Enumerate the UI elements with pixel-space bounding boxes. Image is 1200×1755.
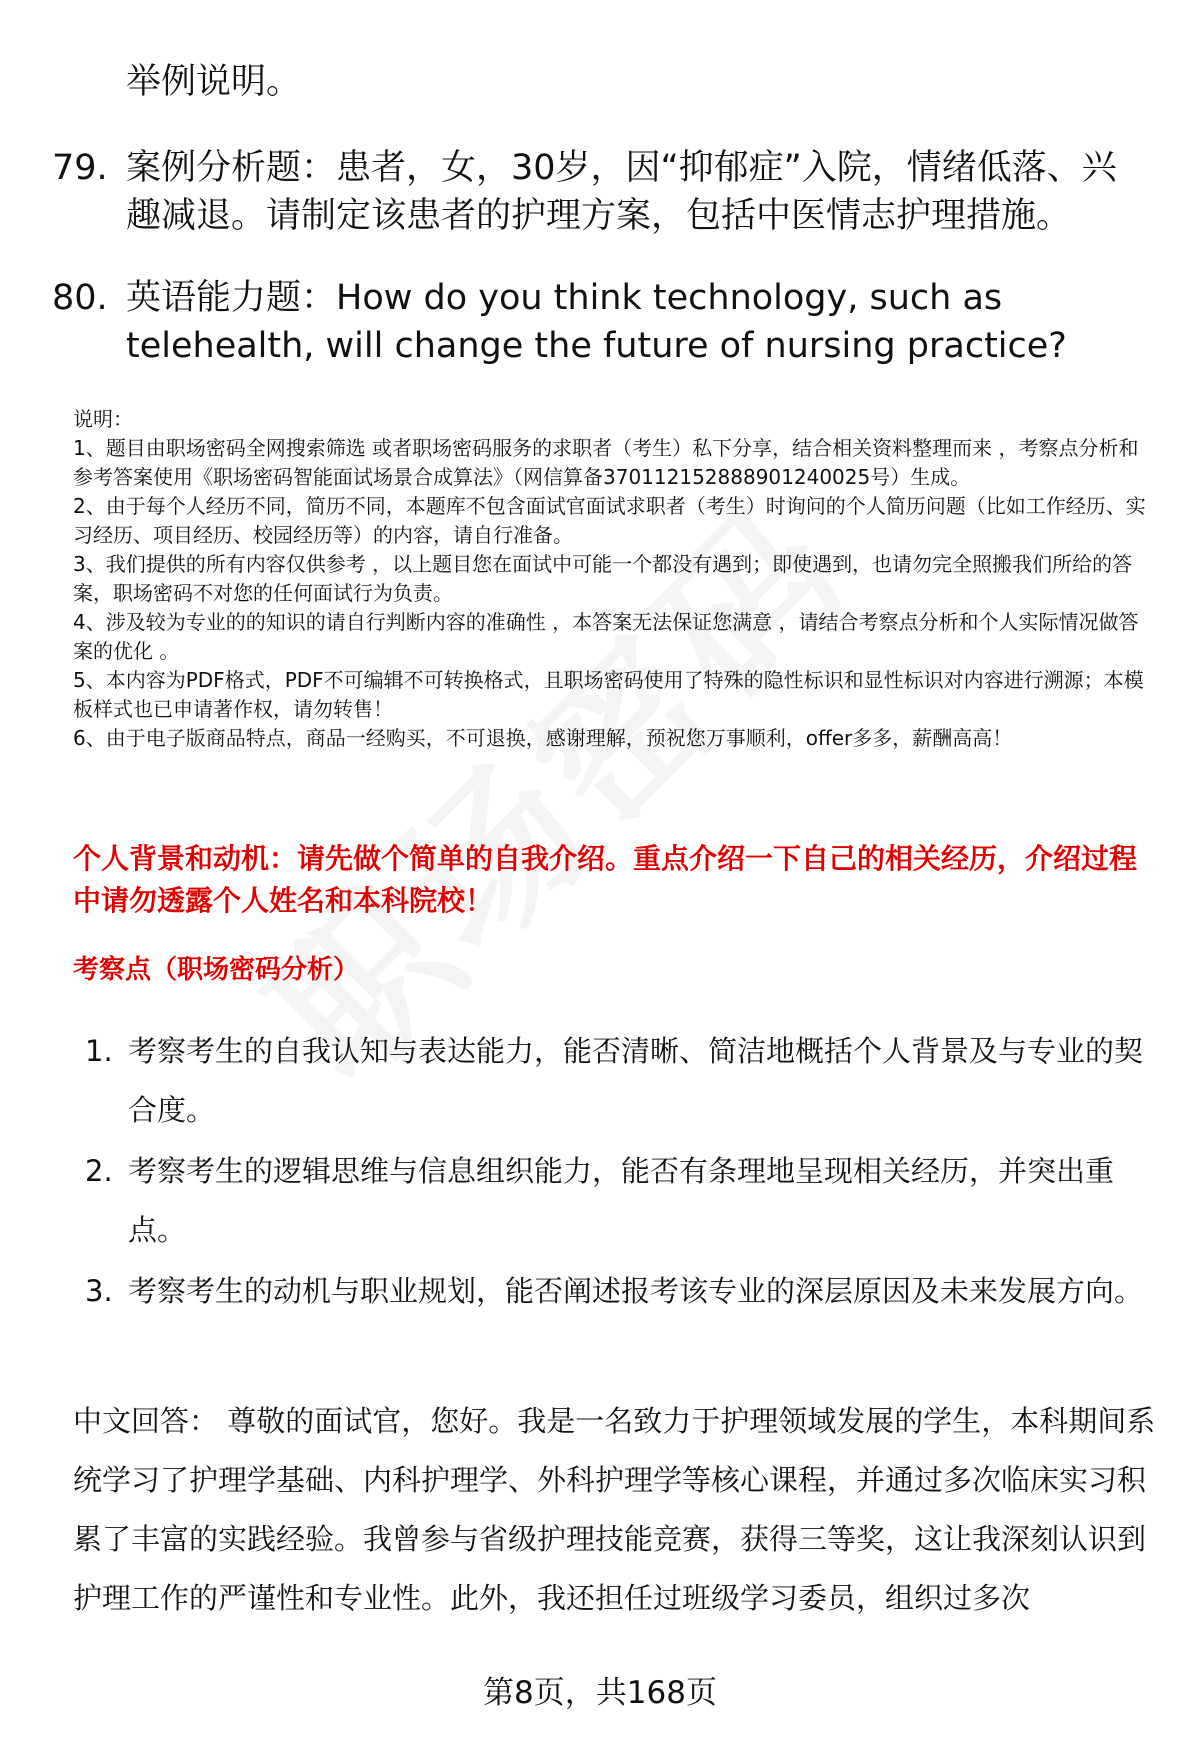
question-number: 80.	[52, 278, 108, 318]
list-item-text: 考察考生的动机与职业规划，能否阐述报考该专业的深层原因及未来发展方向。	[128, 1274, 1144, 1308]
note-item: 5、本内容为PDF格式，PDF不可编辑不可转换格式，且职场密码使用了特殊的隐性标识和显性标识对内容进行溯源；本模板样式也已申请著作权，请勿转售！	[73, 668, 1144, 721]
list-item-number: 1.	[85, 1034, 113, 1068]
note-item: 4、涉及较为专业的的知识的请自行判断内容的准确性 ，本答案无法保证您满意 ，请结合考察点分析和个人实际情况做答案的优化 。	[73, 610, 1139, 663]
list-item-number: 2.	[85, 1154, 113, 1188]
note-item: 3、我们提供的所有内容仅供参考 ，以上题目您在面试中可能一个都没有遇到；即使遇到，也请勿完全照搬我们所给的答案，职场密码不对您的任何面试行为负责。	[73, 552, 1133, 605]
points-heading: 考察点（职场密码分析）	[73, 955, 360, 985]
list-item-number: 3.	[85, 1274, 113, 1308]
notes-title: 说明：	[73, 407, 133, 431]
list-item-text: 考察考生的自我认知与表达能力，能否清晰、简洁地概括个人背景及与专业的契合度。	[128, 1034, 1144, 1127]
question-text: 英语能力题：How do you think technology, such as telehealth, will change the future of nursing practice?	[126, 278, 1067, 366]
interview-question: 个人背景和动机：请先做个简单的自我介绍。重点介绍一下自己的相关经历，介绍过程中请勿透露个人姓名和本科院校！	[73, 842, 1138, 917]
list-item	[73, 1022, 1158, 1140]
question-text: 案例分析题：患者，女，30岁，因“抑郁症”入院，情绪低落、兴趣减退。请制定该患者的护理方案，包括中医情志护理措施。	[126, 148, 1117, 236]
points-list	[73, 1022, 1158, 1323]
question-number: 79.	[52, 148, 108, 188]
list-item	[73, 1262, 1158, 1321]
page-number: 第8页，共168页	[483, 1675, 717, 1711]
note-item: 2、由于每个人经历不同，简历不同，本题库不包含面试官面试求职者（考生）时询问的个人简历问题（比如工作经历、实习经历、项目经历、校园经历等）的内容，请自行准备。	[73, 494, 1146, 547]
note-item: 1、题目由职场密码全网搜索筛选 或者职场密码服务的求职者（考生）私下分享，结合相关资料整理而来 ，考察点分析和参考答案使用《职场密码智能面试场景合成算法》（网信算备370112152888901240025号）生成。	[73, 436, 1139, 489]
notes-section	[73, 405, 1158, 753]
list-item	[73, 1142, 1158, 1260]
list-item-text: 考察考生的逻辑思维与信息组织能力，能否有条理地呈现相关经历，并突出重点。	[128, 1154, 1115, 1247]
note-item: 6、由于电子版商品特点，商品一经购买，不可退换，感谢理解，预祝您万事顺利，offer多多，薪酬高高！	[73, 726, 1013, 750]
answer-text: 中文回答： 尊敬的面试官，您好。我是一名致力于护理领域发展的学生，本科期间系统学习了护理学基础、内科护理学、外科护理学等核心课程，并通过多次临床实习积累了丰富的实践经验。我曾参与省级护理技能竞赛，获得三等奖，这让我深刻认识到护理工作的严谨性和专业性。此外，我还担任过班级学习委员，组织过多次	[73, 1404, 1156, 1615]
question-continuation: 举例说明。	[126, 62, 302, 102]
